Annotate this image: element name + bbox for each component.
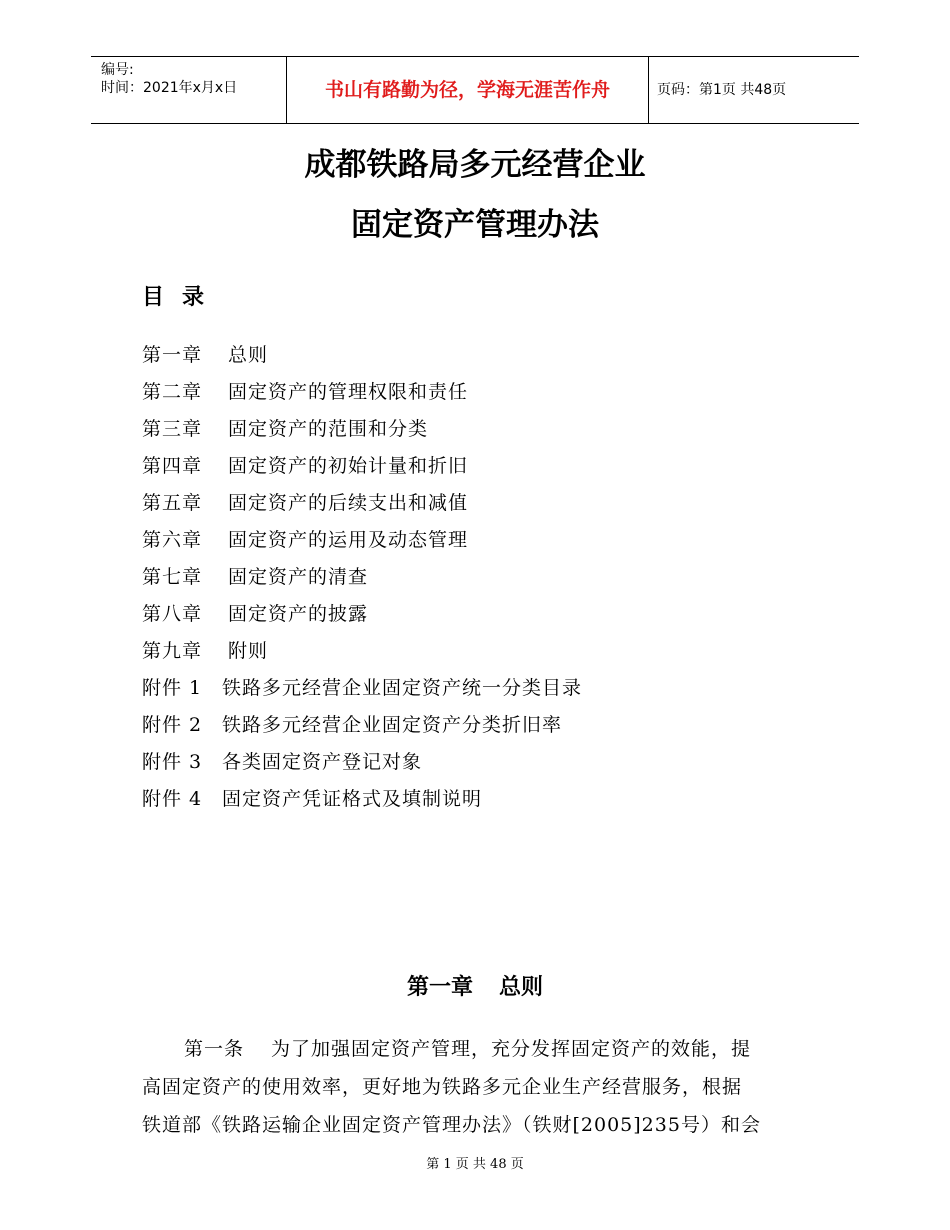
toc-item-text: 固定资产的运用及动态管理 bbox=[228, 529, 469, 551]
toc-item bbox=[142, 747, 582, 784]
toc-item bbox=[142, 414, 582, 451]
toc-item-text: 固定资产的清查 bbox=[228, 566, 369, 588]
toc-item-label: 第九章 bbox=[142, 640, 203, 662]
chapter-label: 第一章 bbox=[406, 975, 473, 1000]
toc-item-label: 第七章 bbox=[142, 566, 203, 588]
toc-item-label: 第六章 bbox=[142, 529, 203, 551]
toc-item-label: 附件 2 bbox=[142, 714, 203, 736]
header-time-label: 时间：2021年x月x日 bbox=[101, 80, 238, 96]
toc-item bbox=[142, 488, 582, 525]
toc-item-text: 固定资产凭证格式及填制说明 bbox=[222, 788, 483, 810]
toc-item-label: 附件 1 bbox=[142, 677, 203, 699]
toc-item bbox=[142, 451, 582, 488]
toc-item-label: 附件 4 bbox=[142, 788, 203, 810]
toc-item-label: 第四章 bbox=[142, 455, 203, 477]
toc-item-text: 固定资产的范围和分类 bbox=[228, 418, 429, 440]
toc-item-text: 固定资产的管理权限和责任 bbox=[228, 381, 469, 403]
chapter-paragraph bbox=[142, 1030, 810, 1144]
header-meta bbox=[101, 61, 237, 97]
toc-item-text: 附则 bbox=[228, 640, 269, 662]
toc-item bbox=[142, 673, 582, 710]
toc-item bbox=[142, 525, 582, 562]
toc-item bbox=[142, 599, 582, 636]
toc-item-label: 第五章 bbox=[142, 492, 203, 514]
document-title-line2: 固定资产管理办法 bbox=[351, 207, 599, 243]
header-divider bbox=[648, 57, 649, 123]
toc-heading: 目录 bbox=[142, 285, 223, 310]
toc-item-label: 第一章 bbox=[142, 344, 203, 366]
toc-item-text: 总则 bbox=[228, 344, 269, 366]
toc-item-text: 铁路多元经营企业固定资产分类折旧率 bbox=[222, 714, 563, 736]
toc-item bbox=[142, 710, 582, 747]
toc-item-text: 固定资产的披露 bbox=[228, 603, 369, 625]
toc-item bbox=[142, 784, 582, 821]
toc-item-label: 第八章 bbox=[142, 603, 203, 625]
page-header bbox=[91, 56, 859, 124]
toc-item-text: 各类固定资产登记对象 bbox=[222, 751, 423, 773]
document-title-line1: 成都铁路局多元经营企业 bbox=[304, 147, 646, 183]
toc-item-text: 铁路多元经营企业固定资产统一分类目录 bbox=[222, 677, 583, 699]
header-number-label: 编号: bbox=[101, 62, 134, 78]
paragraph-line: 第一条 为了加强固定资产管理，充分发挥固定资产的效能，提 bbox=[184, 1038, 752, 1060]
toc-item-text: 固定资产的初始计量和折旧 bbox=[228, 455, 469, 477]
toc-item bbox=[142, 562, 582, 599]
page-footer: 第 1 页 共 48 页 bbox=[426, 1157, 524, 1172]
toc-list bbox=[142, 340, 582, 821]
toc-item bbox=[142, 340, 582, 377]
paragraph-line: 高固定资产的使用效率，更好地为铁路多元企业生产经营服务，根据 bbox=[142, 1076, 743, 1098]
toc-item bbox=[142, 636, 582, 673]
toc-item-label: 附件 3 bbox=[142, 751, 203, 773]
chapter-heading bbox=[0, 970, 950, 1001]
paragraph-line: 铁道部《铁路运输企业固定资产管理办法》（铁财[2005]235号）和会 bbox=[142, 1114, 761, 1136]
toc-item-label: 第三章 bbox=[142, 418, 203, 440]
header-motto: 书山有路勤为径，学海无涯苦作舟 bbox=[324, 79, 610, 101]
header-page-info: 页码：第1页 共48页 bbox=[657, 82, 787, 98]
toc-item-label: 第二章 bbox=[142, 381, 203, 403]
toc-item bbox=[142, 377, 582, 414]
chapter-title: 总则 bbox=[499, 975, 544, 1000]
toc-item-text: 固定资产的后续支出和减值 bbox=[228, 492, 469, 514]
